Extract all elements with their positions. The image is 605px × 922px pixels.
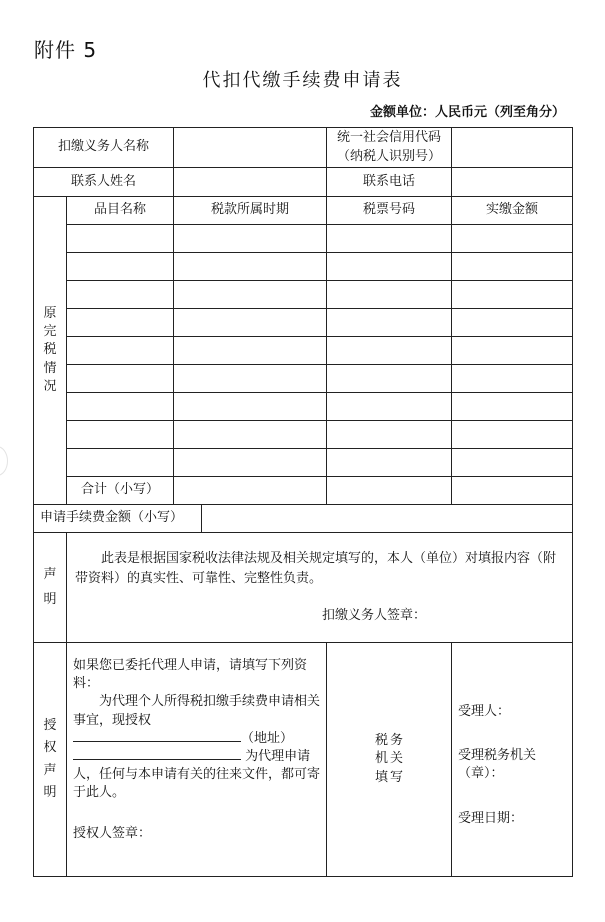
- cell[interactable]: [174, 253, 327, 281]
- cell[interactable]: [67, 309, 174, 337]
- credit-code-label-line1: 统一社会信用代码: [337, 130, 442, 146]
- cell[interactable]: [327, 281, 452, 309]
- cell[interactable]: [67, 449, 174, 477]
- cell[interactable]: [327, 421, 452, 449]
- cell[interactable]: [452, 225, 573, 253]
- cell[interactable]: [174, 309, 327, 337]
- tax-table-row: [34, 393, 573, 421]
- column-header-ticket-number: 税票号码: [327, 197, 452, 225]
- page-title: 代扣代缴手续费申请表: [202, 70, 403, 91]
- side-char: 务: [390, 733, 404, 749]
- authorization-side-label: [34, 643, 67, 877]
- contact-phone-label: 联系电话: [327, 168, 452, 197]
- cell[interactable]: [174, 421, 327, 449]
- tax-office-label-col1: [375, 732, 388, 787]
- side-char: 税: [375, 733, 389, 749]
- annex-label: 附件 5: [34, 38, 98, 62]
- total-ticket-cell[interactable]: [327, 477, 452, 505]
- authorization-address-line: [73, 730, 320, 748]
- column-header-period: 税款所属时期: [174, 197, 327, 225]
- contact-name-label: 联系人姓名: [34, 168, 174, 197]
- side-char: 写: [390, 769, 404, 785]
- withholder-name-field[interactable]: [174, 128, 327, 168]
- authorization-agent-line: [73, 748, 320, 803]
- cell[interactable]: [327, 225, 452, 253]
- total-label: 合计（小写）: [67, 477, 174, 505]
- cell[interactable]: [327, 393, 452, 421]
- authorization-line1: 如果您已委托代理人申请，请填写下列资料：: [73, 658, 308, 692]
- total-amount-cell[interactable]: [452, 477, 573, 505]
- side-char: 填: [375, 769, 389, 785]
- side-char: 声: [43, 567, 57, 583]
- tax-table-row: [34, 225, 573, 253]
- cell[interactable]: [452, 449, 573, 477]
- contact-phone-field[interactable]: [452, 168, 573, 197]
- tax-table-row: [34, 309, 573, 337]
- total-period-cell[interactable]: [174, 477, 327, 505]
- page-edge-mark: [0, 446, 8, 476]
- side-char: 税: [43, 342, 57, 358]
- tax-office-label-col2: [390, 732, 403, 787]
- side-char: 明: [43, 784, 57, 800]
- side-char: 况: [43, 378, 57, 394]
- cell[interactable]: [452, 253, 573, 281]
- declaration-row: [34, 533, 573, 643]
- tax-section-side-label: [34, 197, 67, 505]
- side-char: 声: [43, 762, 57, 778]
- cell[interactable]: [452, 309, 573, 337]
- withholder-name-label: 扣缴义务人名称: [34, 128, 174, 168]
- cell[interactable]: [174, 281, 327, 309]
- receiving-date-label: 受理日期：: [458, 810, 524, 826]
- cell[interactable]: [327, 449, 452, 477]
- cell[interactable]: [67, 365, 174, 393]
- contact-row: [34, 168, 573, 197]
- tax-table-row: [34, 337, 573, 365]
- cell[interactable]: [67, 253, 174, 281]
- cell[interactable]: [327, 253, 452, 281]
- tax-table-row: [34, 365, 573, 393]
- address-label: （地址）: [241, 730, 294, 746]
- column-header-paid-amount: 实缴金额: [452, 197, 573, 225]
- side-char: 关: [390, 751, 404, 767]
- cell[interactable]: [67, 281, 174, 309]
- declaration-side-label: [34, 533, 67, 643]
- cell[interactable]: [452, 281, 573, 309]
- receiving-office-label: 受理税务机关（章）：: [458, 748, 537, 782]
- authorization-row: [34, 643, 573, 877]
- fee-amount-field[interactable]: [202, 505, 573, 533]
- contact-name-field[interactable]: [174, 168, 327, 197]
- cell[interactable]: [452, 365, 573, 393]
- address-blank[interactable]: [73, 758, 241, 760]
- cell[interactable]: [174, 225, 327, 253]
- tax-total-row: [34, 477, 573, 505]
- agent-name-blank[interactable]: [73, 740, 241, 742]
- cell[interactable]: [452, 421, 573, 449]
- application-form-table: [33, 127, 573, 877]
- cell[interactable]: [67, 225, 174, 253]
- side-char: 情: [43, 360, 57, 376]
- side-char: 完: [43, 324, 57, 340]
- tax-table-header-row: [34, 197, 573, 225]
- agent-text: 为代理申请人，任何与本申请有关的往来文件，都可寄于此人。: [73, 748, 321, 801]
- tax-table-row: [34, 253, 573, 281]
- declaration-content: [67, 533, 573, 643]
- cell[interactable]: [174, 337, 327, 365]
- cell[interactable]: [174, 449, 327, 477]
- fee-amount-row: [34, 505, 573, 533]
- fee-amount-label: 申请手续费金额（小写）: [34, 505, 202, 533]
- cell[interactable]: [452, 337, 573, 365]
- side-char: 原: [43, 306, 57, 322]
- cell[interactable]: [67, 393, 174, 421]
- credit-code-label: [327, 128, 452, 168]
- cell[interactable]: [67, 337, 174, 365]
- side-char: 明: [43, 591, 57, 607]
- declaration-text: 此表是根据国家税收法律法规及相关规定填写的，本人（单位）对填报内容（附带资料）的真实性、可靠性、完整性负责。: [75, 551, 557, 587]
- authorization-content: [67, 643, 327, 877]
- tax-office-side-cell: [327, 643, 452, 877]
- credit-code-field[interactable]: [452, 128, 573, 168]
- cell[interactable]: [327, 365, 452, 393]
- column-header-item: 品目名称: [67, 197, 174, 225]
- tax-office-content: [452, 643, 573, 877]
- amount-unit-note: 金额单位：人民币元（列至角分）: [369, 105, 565, 120]
- cell[interactable]: [452, 393, 573, 421]
- authorization-line2: 为代理个人所得税扣缴手续费申请相关事宜，现授权: [73, 694, 321, 728]
- side-char: 权: [43, 740, 57, 756]
- cell[interactable]: [174, 393, 327, 421]
- credit-code-label-line2: （纳税人识别号）: [337, 148, 442, 164]
- cell[interactable]: [67, 421, 174, 449]
- tax-table-row: [34, 281, 573, 309]
- authorization-signature-label: 授权人签章：: [73, 825, 152, 841]
- tax-table-row: [34, 421, 573, 449]
- receiver-label: 受理人：: [458, 704, 511, 719]
- tax-table-row: [34, 449, 573, 477]
- declaration-signature-label: 扣缴义务人签章：: [322, 608, 427, 624]
- cell[interactable]: [327, 337, 452, 365]
- withholder-row: [34, 128, 573, 168]
- cell[interactable]: [174, 365, 327, 393]
- side-char: 机: [375, 751, 389, 767]
- side-char: 授: [43, 718, 57, 734]
- cell[interactable]: [327, 309, 452, 337]
